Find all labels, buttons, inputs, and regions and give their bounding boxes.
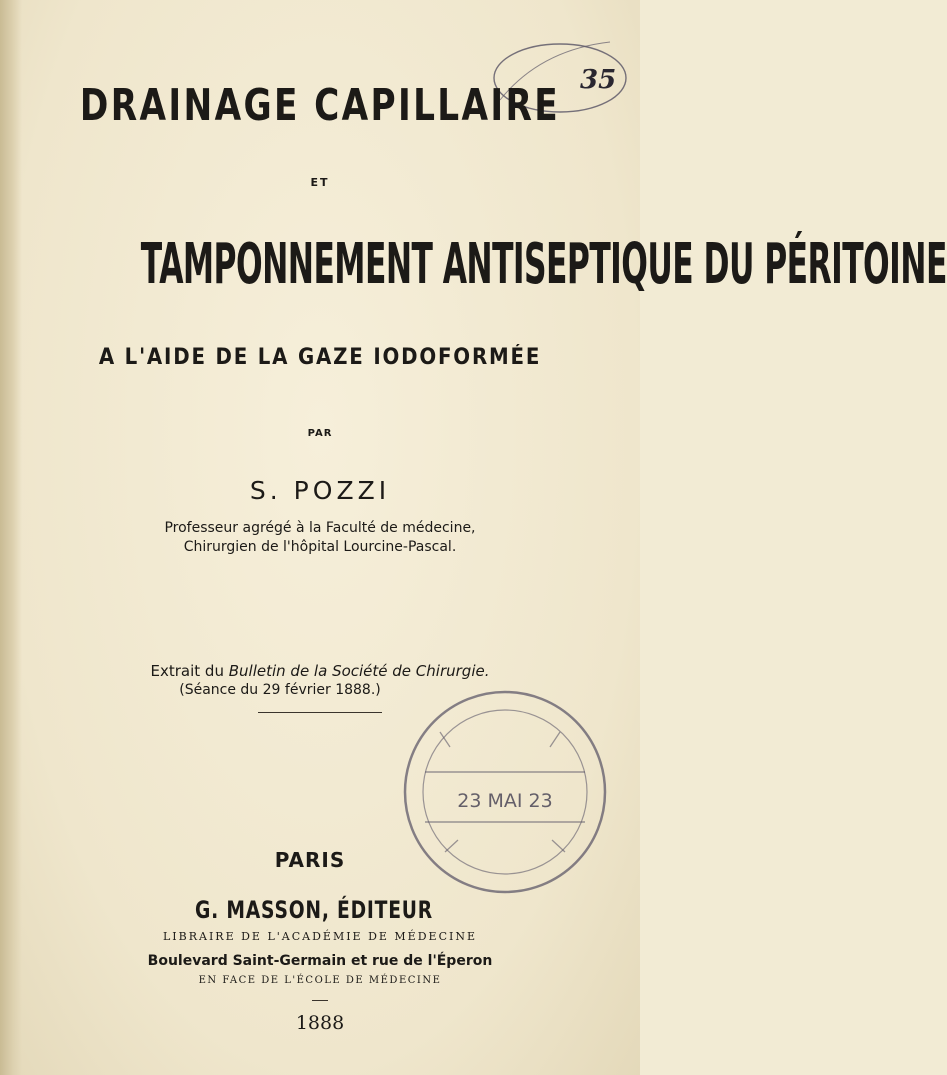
publisher-role: LIBRAIRE DE L'ACADÉMIE DE MÉDECINE: [163, 930, 477, 943]
session-date: (Séance du 29 février 1888.): [179, 682, 381, 698]
stamp-date: 23 MAI 23: [457, 790, 553, 812]
extract-prefix: Extrait du: [150, 662, 229, 680]
extract-line: [0, 662, 640, 680]
by-label: PAR: [307, 428, 333, 439]
title-line-1: DRAINAGE CAPILLAIRE: [79, 80, 561, 131]
author-title-2: Chirurgien de l'hôpital Lourcine-Pascal.: [183, 539, 457, 555]
title-line-2: TAMPONNEMENT ANTISEPTIQUE DU PÉRITOINE: [140, 232, 947, 297]
address-note: EN FACE DE L'ÉCOLE DE MÉDECINE: [198, 975, 442, 986]
extract-source: Bulletin de la Société de Chirurgie.: [228, 662, 490, 680]
publisher-address: Boulevard Saint-Germain et rue de l'Éperon: [147, 953, 493, 969]
title-line-3: A L'AIDE DE LA GAZE IODOFORMÉE: [98, 345, 542, 370]
short-rule: [312, 1000, 328, 1001]
stamp-top-number: 35: [580, 65, 617, 95]
publication-year: 1888: [295, 1012, 345, 1034]
publisher-name: G. MASSON, ÉDITEUR: [195, 896, 433, 924]
title-conjunction: ET: [310, 176, 330, 189]
divider-rule: [258, 712, 382, 713]
author-title-1: Professeur agrégé à la Faculté de médecine,: [164, 520, 476, 536]
author-name: S. POZZI: [249, 476, 391, 505]
book-spine-shadow: [0, 0, 22, 1075]
library-stamp: [380, 672, 630, 912]
city: PARIS: [274, 848, 346, 872]
